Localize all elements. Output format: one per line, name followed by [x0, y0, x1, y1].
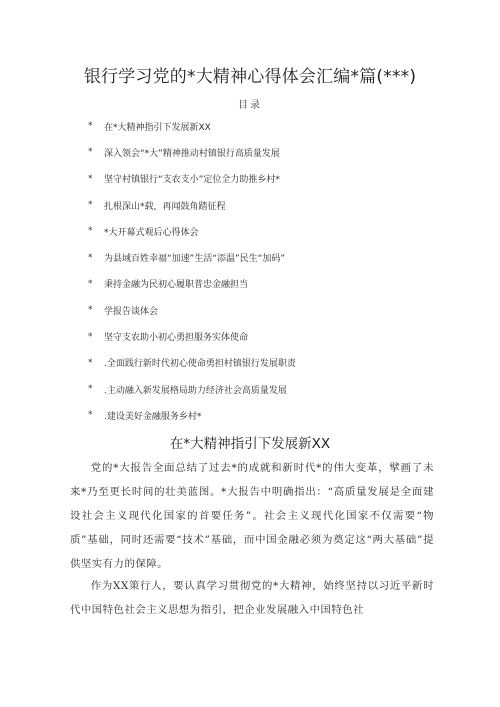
- toc-item[interactable]: [88, 323, 448, 349]
- toc-bullet: *: [88, 410, 93, 421]
- toc-item[interactable]: [88, 139, 448, 165]
- toc-item-label: 学报告谈体会: [104, 306, 159, 317]
- toc-bullet: *: [88, 200, 93, 211]
- toc-item[interactable]: [88, 271, 448, 297]
- toc-bullet: *: [88, 173, 93, 184]
- body-paragraph: 作为XX策行人，要认真学习贯彻党的*大精神，始终坚持以习近平新时代中国特色社会主义思想为指引，把企业发展融入中国特色社: [70, 580, 434, 616]
- toc-item-label: 秉持金融为民初心履职普忠金融担当: [104, 280, 249, 291]
- toc-item-label: .全面践行新时代初心使命勇担村镇银行发展职责: [104, 359, 296, 370]
- document-title: 银行学习党的*大精神心得体会汇编*篇(***): [83, 67, 417, 87]
- table-of-contents: [88, 113, 448, 429]
- toc-bullet: *: [88, 147, 93, 158]
- toc-item[interactable]: [88, 402, 448, 428]
- toc-item[interactable]: [88, 113, 448, 139]
- toc-item[interactable]: [88, 350, 448, 376]
- toc-item-label: 深入领会“*大”精神推动村镇银行高质量发展: [104, 148, 280, 159]
- toc-item-label: 坚守村镇银行“支农支小”定位全力助推乡村*: [104, 175, 280, 186]
- toc-bullet: *: [88, 357, 93, 368]
- toc-bullet: *: [88, 121, 93, 132]
- toc-item-label: .建设美好金融服务乡村*: [104, 411, 202, 422]
- toc-item[interactable]: [88, 166, 448, 192]
- toc-heading: 目录: [238, 100, 262, 111]
- toc-bullet: *: [88, 226, 93, 237]
- toc-item-label: *大开幕式观后心得体会: [104, 227, 199, 238]
- section-title: 在*大精神指引下发展新XX: [169, 436, 331, 452]
- toc-bullet: *: [88, 252, 93, 263]
- toc-item-label: 扎根深山*载，再闻鼓角踏征程: [104, 201, 226, 212]
- toc-item-label: .主动融入新发展格局助力经济社会高质量发展: [104, 385, 287, 396]
- toc-item-label: 坚守支农助小初心勇担服务实体使命: [104, 333, 249, 344]
- toc-item[interactable]: [88, 376, 448, 402]
- toc-item[interactable]: [88, 244, 448, 270]
- toc-bullet: *: [88, 305, 93, 316]
- toc-item[interactable]: [88, 297, 448, 323]
- toc-item[interactable]: [88, 192, 448, 218]
- body-paragraph: 党的*大报告全面总结了过去*的成就和新时代*的伟大变革，擘画了未来*乃至更长时间的壮美蓝图。*大报告中明确指出：“高质量发展是全面建设社会主义现代化国家的首要任务”。社会主义现代化国家不仅需要“物质”基础，同时还需要“技术”基础，而中国金融必须为奠定这“两大基础”提供坚实有力的保障。: [70, 462, 434, 570]
- toc-bullet: *: [88, 278, 93, 289]
- toc-bullet: *: [88, 331, 93, 342]
- toc-item-label: 在*大精神指引下发展新XX: [104, 122, 211, 133]
- toc-item[interactable]: [88, 218, 448, 244]
- toc-bullet: *: [88, 384, 93, 395]
- toc-item-label: 为县域百姓幸福“加速”生活“添温”民生“加码”: [104, 254, 285, 265]
